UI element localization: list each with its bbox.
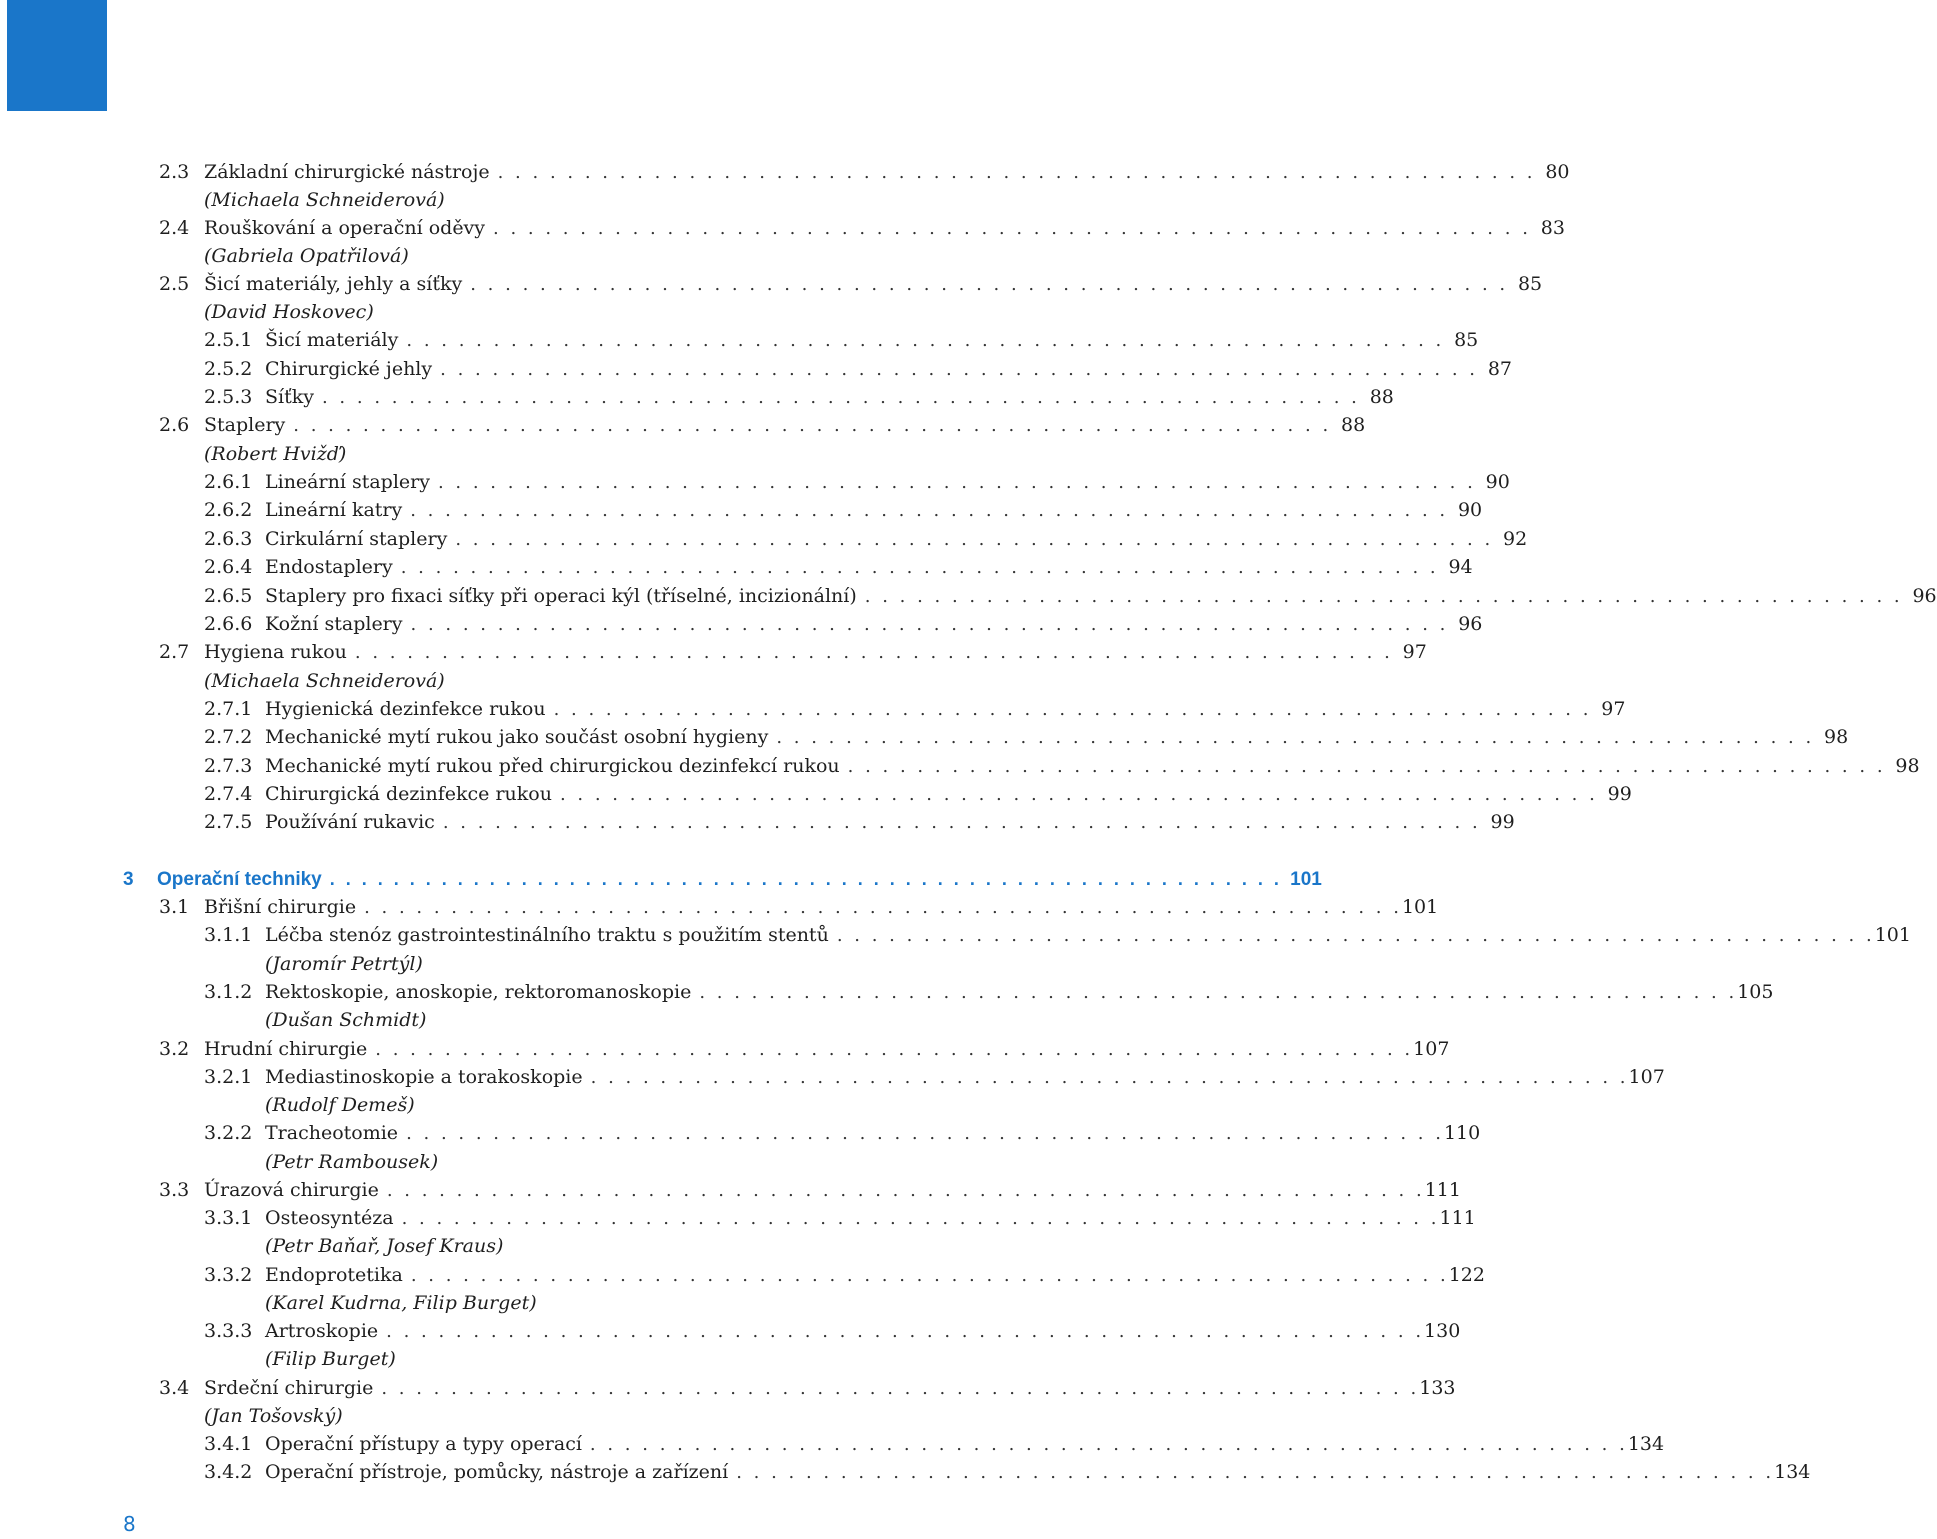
toc-author: (Karel Kudrna, Filip Burget) bbox=[265, 1292, 537, 1314]
toc-entry-number: 2.3 bbox=[159, 161, 190, 183]
toc-author: (Michaela Schneiderová) bbox=[204, 670, 445, 692]
toc-entry-page: 88 bbox=[1369, 386, 1394, 408]
toc-author: (Petr Baňař, Josef Kraus) bbox=[265, 1235, 504, 1257]
dot-leader: . . . . . . . . . . . . . . . . . . . . . . . . . . . . . . . . . . . . . . . . . . . . . . . . . . . . . . . . . . . . bbox=[401, 1208, 1440, 1229]
dot-leader: . . . . . . . . . . . . . . . . . . . . . . . . . . . . . . . . . . . . . . . . . . . . . . . . . . . . . . . . . . . . bbox=[590, 1067, 1629, 1088]
dot-leader: . . . . . . . . . . . . . . . . . . . . . . . . . . . . . . . . . . . . . . . . . . . . . . . . . . . . . . . . . . . . bbox=[386, 1180, 1425, 1201]
toc-entry-number: 3.2.1 bbox=[204, 1066, 253, 1088]
toc-entry-number: 3 bbox=[123, 869, 134, 890]
toc-entry[interactable] bbox=[204, 1458, 1811, 1486]
toc-entry-title: Chirurgická dezinfekce rukou bbox=[265, 783, 552, 805]
toc-entry[interactable] bbox=[159, 158, 1570, 186]
toc-entry-page: 85 bbox=[1517, 273, 1543, 295]
toc-entry[interactable] bbox=[204, 610, 1483, 638]
toc-author: (Dušan Schmidt) bbox=[265, 1009, 427, 1031]
toc-entry[interactable] bbox=[204, 1430, 1665, 1458]
toc-entry-title: Síťky bbox=[265, 386, 314, 408]
toc-entry-page: 110 bbox=[1443, 1122, 1481, 1144]
toc-author: (Michaela Schneiderová) bbox=[204, 189, 445, 211]
toc-entry-number: 3.1.1 bbox=[204, 924, 253, 946]
toc-entry-title: Staplery bbox=[204, 414, 286, 436]
toc-author: (Filip Burget) bbox=[265, 1348, 396, 1370]
toc-author: (Jan Tošovský) bbox=[204, 1405, 343, 1427]
toc-entry-title: Artroskopie bbox=[265, 1320, 379, 1342]
toc-entry-number: 3.4.2 bbox=[204, 1461, 253, 1483]
toc-entry-title: Lineární katry bbox=[265, 499, 403, 521]
dot-leader: . . . . . . . . . . . . . . . . . . . . . . . . . . . . . . . . . . . . . . . . . . . . . . . . . . . . . . . . . . . . bbox=[381, 1378, 1420, 1399]
toc-entry[interactable] bbox=[204, 978, 1774, 1006]
dot-leader: . . . . . . . . . . . . . . . . . . . . . . . . . . . . . . . . . . . . . . . . . . . . . . . . . . . . . . . . . . . . bbox=[410, 614, 1449, 635]
toc-entry[interactable] bbox=[204, 355, 1513, 383]
toc-entry-title: Tracheotomie bbox=[265, 1122, 399, 1144]
toc-entry[interactable] bbox=[159, 893, 1439, 921]
toc-entry-number: 2.5.1 bbox=[204, 329, 253, 351]
toc-entry-title: Operační přístupy a typy operací bbox=[265, 1433, 582, 1455]
dot-leader: . . . . . . . . . . . . . . . . . . . . . . . . . . . . . . . . . . . . . . . . . . . . . . . . . . . . . . . . . . . . bbox=[493, 218, 1531, 239]
dot-leader: . . . . . . . . . . . . . . . . . . . . . . . . . . . . . . . . . . . . . . . . . . . . . . . . . . . . . . . . . . . . bbox=[375, 1039, 1414, 1060]
toc-entry[interactable] bbox=[159, 638, 1427, 666]
toc-entry-title: Hygienická dezinfekce rukou bbox=[265, 698, 546, 720]
toc-entry[interactable] bbox=[204, 383, 1394, 411]
toc-entry-title: Břišní chirurgie bbox=[204, 896, 357, 918]
toc-entry-number: 3.1.2 bbox=[204, 981, 253, 1003]
dot-leader: . . . . . . . . . . . . . . . . . . . . . . . . . . . . . . . . . . . . . . . . . . . . . . . . . . . . . . . . . . . . bbox=[437, 472, 1476, 493]
dot-leader: . . . . . . . . . . . . . . . . . . . . . . . . . . . . . . . . . . . . . . . . . . . . . . . . . . . . . . . . . . . . bbox=[847, 756, 1886, 777]
toc-entry-title: Kožní staplery bbox=[265, 613, 403, 635]
toc-author: (Robert Hvižď) bbox=[204, 443, 347, 465]
toc-entry-page: 133 bbox=[1419, 1377, 1456, 1399]
toc-entry[interactable] bbox=[204, 582, 1937, 610]
toc-entry-number: 2.6.4 bbox=[204, 556, 253, 578]
toc-entry[interactable] bbox=[159, 1374, 1456, 1402]
toc-entry[interactable] bbox=[204, 553, 1473, 581]
toc-author: (Petr Rambousek) bbox=[265, 1151, 439, 1173]
dot-leader: . . . . . . . . . . . . . . . . . . . . . . . . . . . . . . . . . . . . . . . . . . . . . . . . . . . . . . . . . . . . bbox=[589, 1434, 1628, 1455]
toc-entry-number: 2.4 bbox=[159, 217, 190, 239]
toc-entry-number: 2.7 bbox=[159, 641, 190, 663]
dot-leader: . . . . . . . . . . . . . . . . . . . . . . . . . . . . . . . . . . . . . . . . . . . . . . . . . . . . . . . . . . . . bbox=[442, 812, 1481, 833]
toc-entry-page: 107 bbox=[1628, 1066, 1665, 1088]
toc-entry-number: 3.2 bbox=[159, 1038, 190, 1060]
toc-entry-title: Operační přístroje, pomůcky, nástroje a zařízení bbox=[265, 1461, 729, 1483]
toc-entry-title: Základní chirurgické nástroje bbox=[204, 161, 490, 183]
page-number: 8 bbox=[123, 1512, 136, 1536]
toc-entry-page: 96 bbox=[1458, 613, 1483, 635]
toc-entry-page: 107 bbox=[1413, 1038, 1450, 1060]
toc-author: (Gabriela Opatřilová) bbox=[204, 245, 409, 267]
toc-entry-title: Srdeční chirurgie bbox=[204, 1377, 374, 1399]
toc-entry-page: 90 bbox=[1457, 499, 1483, 521]
dot-leader: . . . . . . . . . . . . . . . . . . . . . . . . . . . . . . . . . . . . . . . . . . . . . . . . . . . . . . . . . . . . bbox=[470, 274, 1509, 295]
toc-entry-title: Hrudní chirurgie bbox=[204, 1038, 368, 1060]
toc-entry-number: 2.5.3 bbox=[204, 386, 253, 408]
toc-entry-title: Chirurgické jehly bbox=[265, 358, 433, 380]
toc-entry-page: 134 bbox=[1774, 1461, 1811, 1483]
toc-entry-page: 98 bbox=[1895, 755, 1920, 777]
toc-entry-number: 3.3.3 bbox=[204, 1320, 253, 1342]
toc-entry-title: Mechanické mytí rukou jako součást osobní hygieny bbox=[265, 726, 769, 748]
dot-leader: . . . . . . . . . . . . . . . . . . . . . . . . . . . . . . . . . . . . . . . . . . . . . . . . . . . . . . . . . . . . bbox=[736, 1462, 1775, 1483]
toc-entry-title: Mechanické mytí rukou před chirurgickou dezinfekcí rukou bbox=[265, 755, 840, 777]
dot-leader: . . . . . . . . . . . . . . . . . . . . . . . . . . . . . . . . . . . . . . . . . . . . . . . . . . . . . . . . . . . . bbox=[406, 330, 1445, 351]
dot-leader: . . . . . . . . . . . . . . . . . . . . . . . . . . . . . . . . . . . . . . . . . . . . . . . . . . . . . . . . . . . . bbox=[410, 500, 1449, 521]
toc-entry[interactable] bbox=[159, 1035, 1450, 1063]
dot-leader: . . . . . . . . . . . . . . . . . . . . . . . . . . . . . . . . . . . . . . . . . . . . . . . . . . . . . . . . . . . . bbox=[329, 869, 1282, 889]
toc-entry-title: Rouškování a operační oděvy bbox=[204, 217, 486, 239]
toc-entry-page: 90 bbox=[1485, 471, 1510, 493]
toc-entry-page: 130 bbox=[1424, 1320, 1461, 1342]
toc-entry-page: 80 bbox=[1545, 161, 1570, 183]
toc-entry[interactable] bbox=[204, 1204, 1476, 1232]
toc-entry-page: 83 bbox=[1540, 217, 1565, 239]
toc-entry-title: Používání rukavic bbox=[265, 811, 435, 833]
toc-entry-number: 3.3.2 bbox=[204, 1264, 253, 1286]
toc-entry-title: Léčba stenóz gastrointestinálního traktu s použitím stentů bbox=[265, 924, 829, 946]
toc-entry-number: 3.4 bbox=[159, 1377, 190, 1399]
toc-author: (Jaromír Petrtýl) bbox=[265, 953, 423, 975]
toc-entry-title: Endostaplery bbox=[265, 556, 393, 578]
toc-entry[interactable] bbox=[204, 808, 1515, 836]
toc-entry-number: 2.7.4 bbox=[204, 783, 253, 805]
toc-entry-page: 105 bbox=[1737, 981, 1774, 1003]
toc-entry[interactable] bbox=[204, 468, 1510, 496]
toc-entry-number: 2.7.5 bbox=[204, 811, 253, 833]
toc-entry-title: Lineární staplery bbox=[265, 471, 430, 493]
toc-entry-page: 99 bbox=[1490, 811, 1515, 833]
toc-entry-title: Úrazová chirurgie bbox=[204, 1179, 379, 1201]
toc-entry-page: 85 bbox=[1454, 329, 1479, 351]
toc-entry-number: 2.6 bbox=[159, 414, 190, 436]
toc-entry[interactable] bbox=[204, 780, 1632, 808]
dot-leader: . . . . . . . . . . . . . . . . . . . . . . . . . . . . . . . . . . . . . . . . . . . . . . . . . . . . . . . . . . . . bbox=[440, 359, 1479, 380]
toc-entry-number: 2.5 bbox=[159, 273, 190, 295]
toc-entry-page: 96 bbox=[1912, 585, 1937, 607]
toc-entry-page: 97 bbox=[1402, 641, 1427, 663]
toc-entry-page: 88 bbox=[1340, 414, 1366, 436]
toc-entry-number: 3.3.1 bbox=[204, 1207, 253, 1229]
toc-entry[interactable] bbox=[159, 411, 1366, 439]
toc-entry[interactable] bbox=[204, 1063, 1665, 1091]
toc-entry-page: 134 bbox=[1627, 1433, 1665, 1455]
toc-entry-page: 101 bbox=[1874, 924, 1911, 946]
toc-entry-page: 97 bbox=[1601, 698, 1626, 720]
toc-entry-page: 101 bbox=[1401, 896, 1439, 918]
dot-leader: . . . . . . . . . . . . . . . . . . . . . . . . . . . . . . . . . . . . . . . . . . . . . . . . . . . . . . . . . . . . bbox=[410, 1265, 1449, 1286]
toc-author: (David Hoskovec) bbox=[204, 301, 374, 323]
toc-entry-title: Mediastinoskopie a torakoskopie bbox=[265, 1066, 583, 1088]
dot-leader: . . . . . . . . . . . . . . . . . . . . . . . . . . . . . . . . . . . . . . . . . . . . . . . . . . . . . . . . . . . . bbox=[497, 162, 1536, 183]
toc-entry-number: 2.5.2 bbox=[204, 358, 253, 380]
toc-entry[interactable] bbox=[159, 214, 1565, 242]
dot-leader: . . . . . . . . . . . . . . . . . . . . . . . . . . . . . . . . . . . . . . . . . . . . . . . . . . . . . . . . . . . . bbox=[364, 897, 1402, 918]
dot-leader: . . . . . . . . . . . . . . . . . . . . . . . . . . . . . . . . . . . . . . . . . . . . . . . . . . . . . . . . . . . . bbox=[559, 784, 1598, 805]
dot-leader: . . . . . . . . . . . . . . . . . . . . . . . . . . . . . . . . . . . . . . . . . . . . . . . . . . . . . . . . . . . . bbox=[406, 1123, 1444, 1144]
toc-entry-title: Operační techniky bbox=[157, 869, 322, 890]
toc-entry[interactable] bbox=[159, 1176, 1461, 1204]
toc-entry-page: 111 bbox=[1424, 1179, 1461, 1201]
dot-leader: . . . . . . . . . . . . . . . . . . . . . . . . . . . . . . . . . . . . . . . . . . . . . . . . . . . . . . . . . . . . bbox=[836, 925, 1875, 946]
dot-leader: . . . . . . . . . . . . . . . . . . . . . . . . . . . . . . . . . . . . . . . . . . . . . . . . . . . . . . . . . . . . bbox=[864, 586, 1903, 607]
toc-entry[interactable] bbox=[159, 270, 1543, 298]
toc-entry[interactable] bbox=[204, 496, 1483, 524]
toc-entry-page: 111 bbox=[1439, 1207, 1476, 1229]
toc-chapter[interactable] bbox=[123, 865, 1322, 893]
dot-leader: . . . . . . . . . . . . . . . . . . . . . . . . . . . . . . . . . . . . . . . . . . . . . . . . . . . . . . . . . . . . bbox=[699, 982, 1738, 1003]
toc-entry[interactable] bbox=[204, 1261, 1485, 1289]
toc-entry-number: 3.2.2 bbox=[204, 1122, 253, 1144]
toc-entry-page: 99 bbox=[1607, 783, 1632, 805]
toc-author: (Rudolf Demeš) bbox=[265, 1094, 415, 1116]
dot-leader: . . . . . . . . . . . . . . . . . . . . . . . . . . . . . . . . . . . . . . . . . . . . . . . . . . . . . . . . . . . . bbox=[354, 642, 1393, 663]
toc-entry-page: 94 bbox=[1448, 556, 1473, 578]
dot-leader: . . . . . . . . . . . . . . . . . . . . . . . . . . . . . . . . . . . . . . . . . . . . . . . . . . . . . . . . . . . . bbox=[321, 387, 1360, 408]
toc-entry-title: Osteosyntéza bbox=[265, 1207, 394, 1229]
toc-entry-page: 98 bbox=[1824, 726, 1849, 748]
toc-entry-number: 3.3 bbox=[159, 1179, 190, 1201]
toc-entry-page: 87 bbox=[1487, 358, 1513, 380]
toc-entry-title: Hygiena rukou bbox=[204, 641, 347, 663]
dot-leader: . . . . . . . . . . . . . . . . . . . . . . . . . . . . . . . . . . . . . . . . . . . . . . . . . . . . . . . . . . . . bbox=[455, 529, 1494, 550]
toc-entry-number: 2.7.1 bbox=[204, 698, 253, 720]
toc-entry-number: 3.1 bbox=[159, 896, 190, 918]
toc-entry[interactable] bbox=[204, 723, 1849, 751]
toc-entry-number: 2.6.5 bbox=[204, 585, 253, 607]
dot-leader: . . . . . . . . . . . . . . . . . . . . . . . . . . . . . . . . . . . . . . . . . . . . . . . . . . . . . . . . . . . . bbox=[553, 699, 1592, 720]
toc-entry[interactable] bbox=[204, 525, 1528, 553]
dot-leader: . . . . . . . . . . . . . . . . . . . . . . . . . . . . . . . . . . . . . . . . . . . . . . . . . . . . . . . . . . . . bbox=[776, 727, 1815, 748]
toc-entry-title: Staplery pro fixaci síťky při operaci kýl (tříselné, incizionální) bbox=[265, 585, 857, 607]
toc-entry-number: 3.4.1 bbox=[204, 1433, 253, 1455]
toc-entry-title: Rektoskopie, anoskopie, rektoromanoskopie bbox=[265, 981, 692, 1003]
toc-entry-number: 2.6.3 bbox=[204, 528, 253, 550]
toc-entry-number: 2.6.1 bbox=[204, 471, 253, 493]
toc-entry[interactable] bbox=[204, 326, 1479, 354]
toc-entry[interactable] bbox=[204, 1119, 1481, 1147]
toc-entry-title: Endoprotetika bbox=[265, 1264, 403, 1286]
toc-entry-number: 2.6.2 bbox=[204, 499, 253, 521]
toc-entry[interactable] bbox=[204, 921, 1911, 949]
toc-entry-number: 2.7.3 bbox=[204, 755, 253, 777]
toc-entry[interactable] bbox=[204, 695, 1626, 723]
toc-entry-page: 122 bbox=[1448, 1264, 1485, 1286]
dot-leader: . . . . . . . . . . . . . . . . . . . . . . . . . . . . . . . . . . . . . . . . . . . . . . . . . . . . . . . . . . . . bbox=[386, 1321, 1425, 1342]
toc-entry[interactable] bbox=[204, 752, 1920, 780]
toc-entry-title: Šicí materiály bbox=[265, 329, 399, 351]
toc-entry[interactable] bbox=[204, 1317, 1461, 1345]
dot-leader: . . . . . . . . . . . . . . . . . . . . . . . . . . . . . . . . . . . . . . . . . . . . . . . . . . . . . . . . . . . . bbox=[293, 415, 1332, 436]
toc-entry-title: Šicí materiály, jehly a síťky bbox=[204, 273, 463, 295]
toc-entry-number: 2.7.2 bbox=[204, 726, 253, 748]
toc-entry-title: Cirkulární staplery bbox=[265, 528, 448, 550]
toc-entry-page: 101 bbox=[1290, 869, 1322, 890]
toc-entry-number: 2.6.6 bbox=[204, 613, 253, 635]
dot-leader: . . . . . . . . . . . . . . . . . . . . . . . . . . . . . . . . . . . . . . . . . . . . . . . . . . . . . . . . . . . . bbox=[400, 557, 1439, 578]
toc-entry-page: 92 bbox=[1503, 528, 1528, 550]
